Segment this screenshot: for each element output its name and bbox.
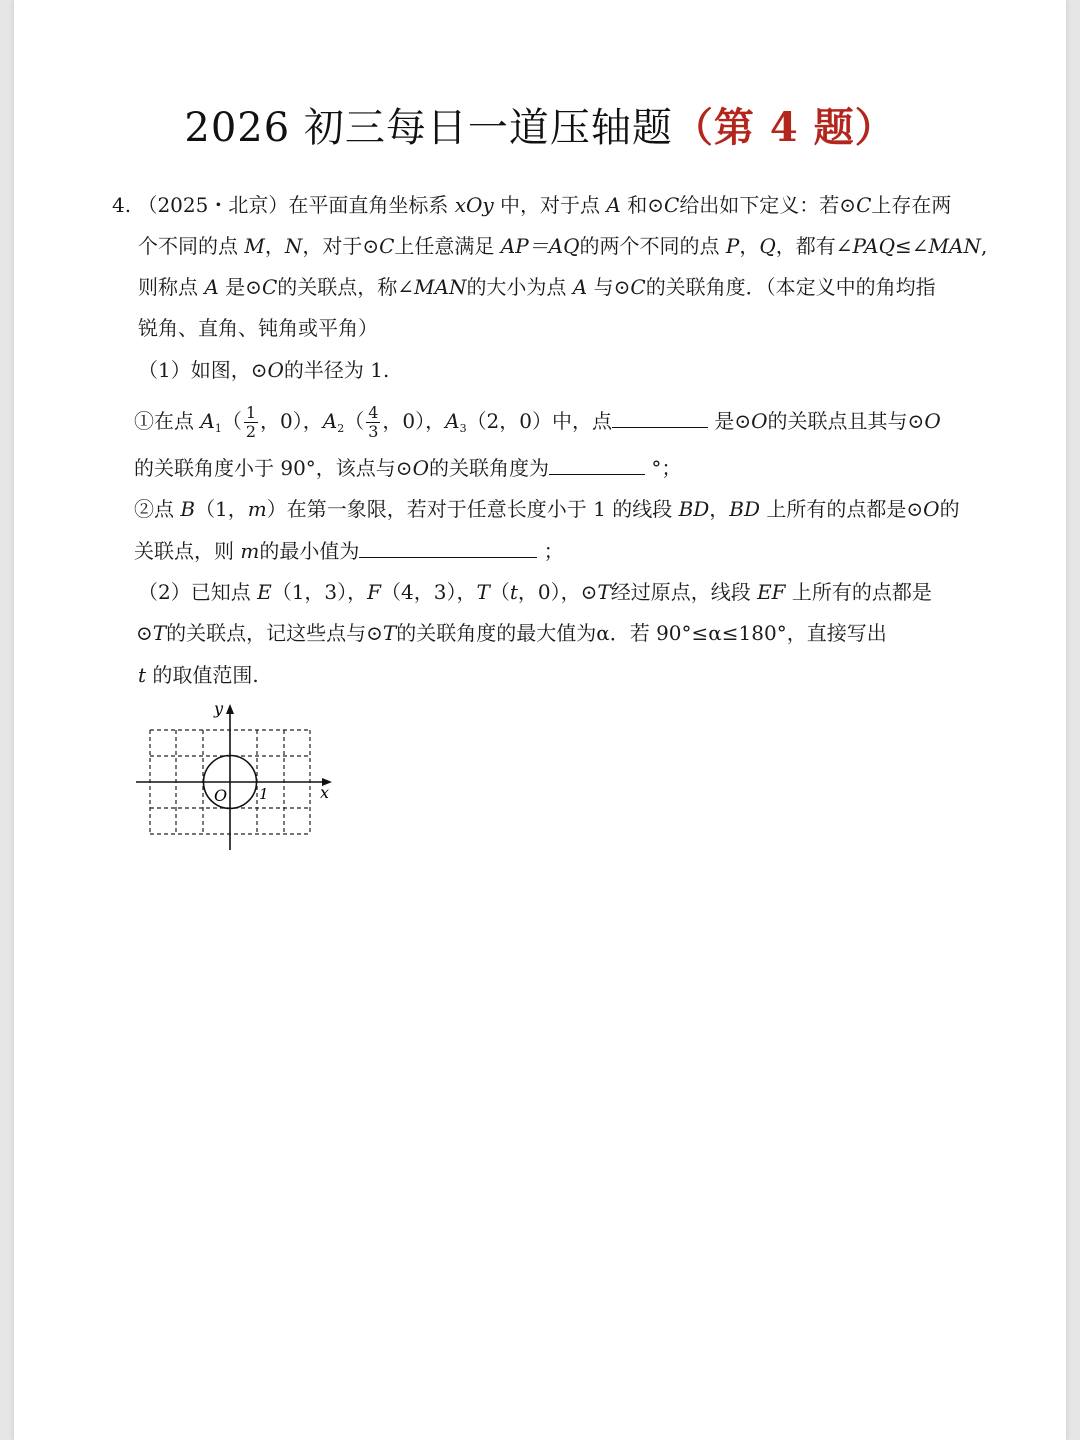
unit-label: 1 [259, 785, 269, 803]
part1-q1-line1: ①在点 $A_1$（ $\frac{1}{2}$ ，0），$A_2$（ $\frac{4}{3}$ ，0），$A_3(2$，0）中，点 是⊙O的关联点且其与⊙O [134, 403, 941, 441]
part1-q2-line1: ②点 B（1，m）在第一象限，若对于任意长度小于 1 的线段 BD，BD 上所有的点都是⊙O的 [134, 497, 960, 521]
answer-blank-min-m[interactable] [359, 537, 537, 558]
fraction-one-half: $\frac{1}{2}$ [245, 403, 256, 441]
y-axis-arrow [226, 704, 234, 714]
problem-line-2: 个不同的点 M，N，对于⊙C上任意满足 AP＝AQ的两个不同的点 P，Q，都有∠PAQ≤∠MAN, [138, 234, 988, 258]
origin-label: O [214, 786, 228, 805]
y-axis-label: y [214, 700, 224, 718]
fraction-four-thirds: $\frac{4}{3}$ [368, 403, 379, 441]
page-title [0, 98, 1080, 158]
problem-line-4: 锐角、直角、钝角或平角） [138, 316, 378, 340]
part1-intro: （1）如图，⊙O的半径为 1. [138, 358, 390, 382]
problem-line-3: 则称点 A 是⊙C的关联点，称∠MAN的大小为点 A 与⊙C的关联角度．（本定义中的角均指 [138, 275, 936, 299]
title-highlight: （第 4 题） [672, 104, 896, 151]
title-main: 2026 初三每日一道压轴题 [184, 105, 673, 151]
answer-blank-point[interactable] [612, 407, 708, 428]
part2-line2: ⊙T的关联点，记这些点与⊙T的关联角度的最大值为α．若 90°≤α≤180°，直接写出 [136, 621, 887, 645]
x-axis-label: x [320, 783, 330, 802]
part1-q2-line2: 关联点，则 m的最小值为 ； [134, 539, 564, 563]
problem-number: 4. [112, 193, 132, 217]
problem-line-1: 4. （2025・北京）在平面直角坐标系 xOy 中，对于点 A 和⊙C给出如下定义：若⊙C上存在两 [112, 193, 952, 217]
part2-line3: t 的取值范围. [138, 663, 259, 687]
problem-source: （2025・北京） [137, 193, 289, 217]
part1-q1-line2: 的关联角度小于 90°，该点与⊙O的关联角度为 °； [134, 456, 682, 480]
answer-blank-angle[interactable] [549, 454, 645, 475]
coordinate-figure [134, 700, 334, 850]
part2-line1: （2）已知点 E（1，3），F（4，3），T（t，0），⊙T经过原点，线段 EF 上所有的点都是 [138, 580, 932, 604]
